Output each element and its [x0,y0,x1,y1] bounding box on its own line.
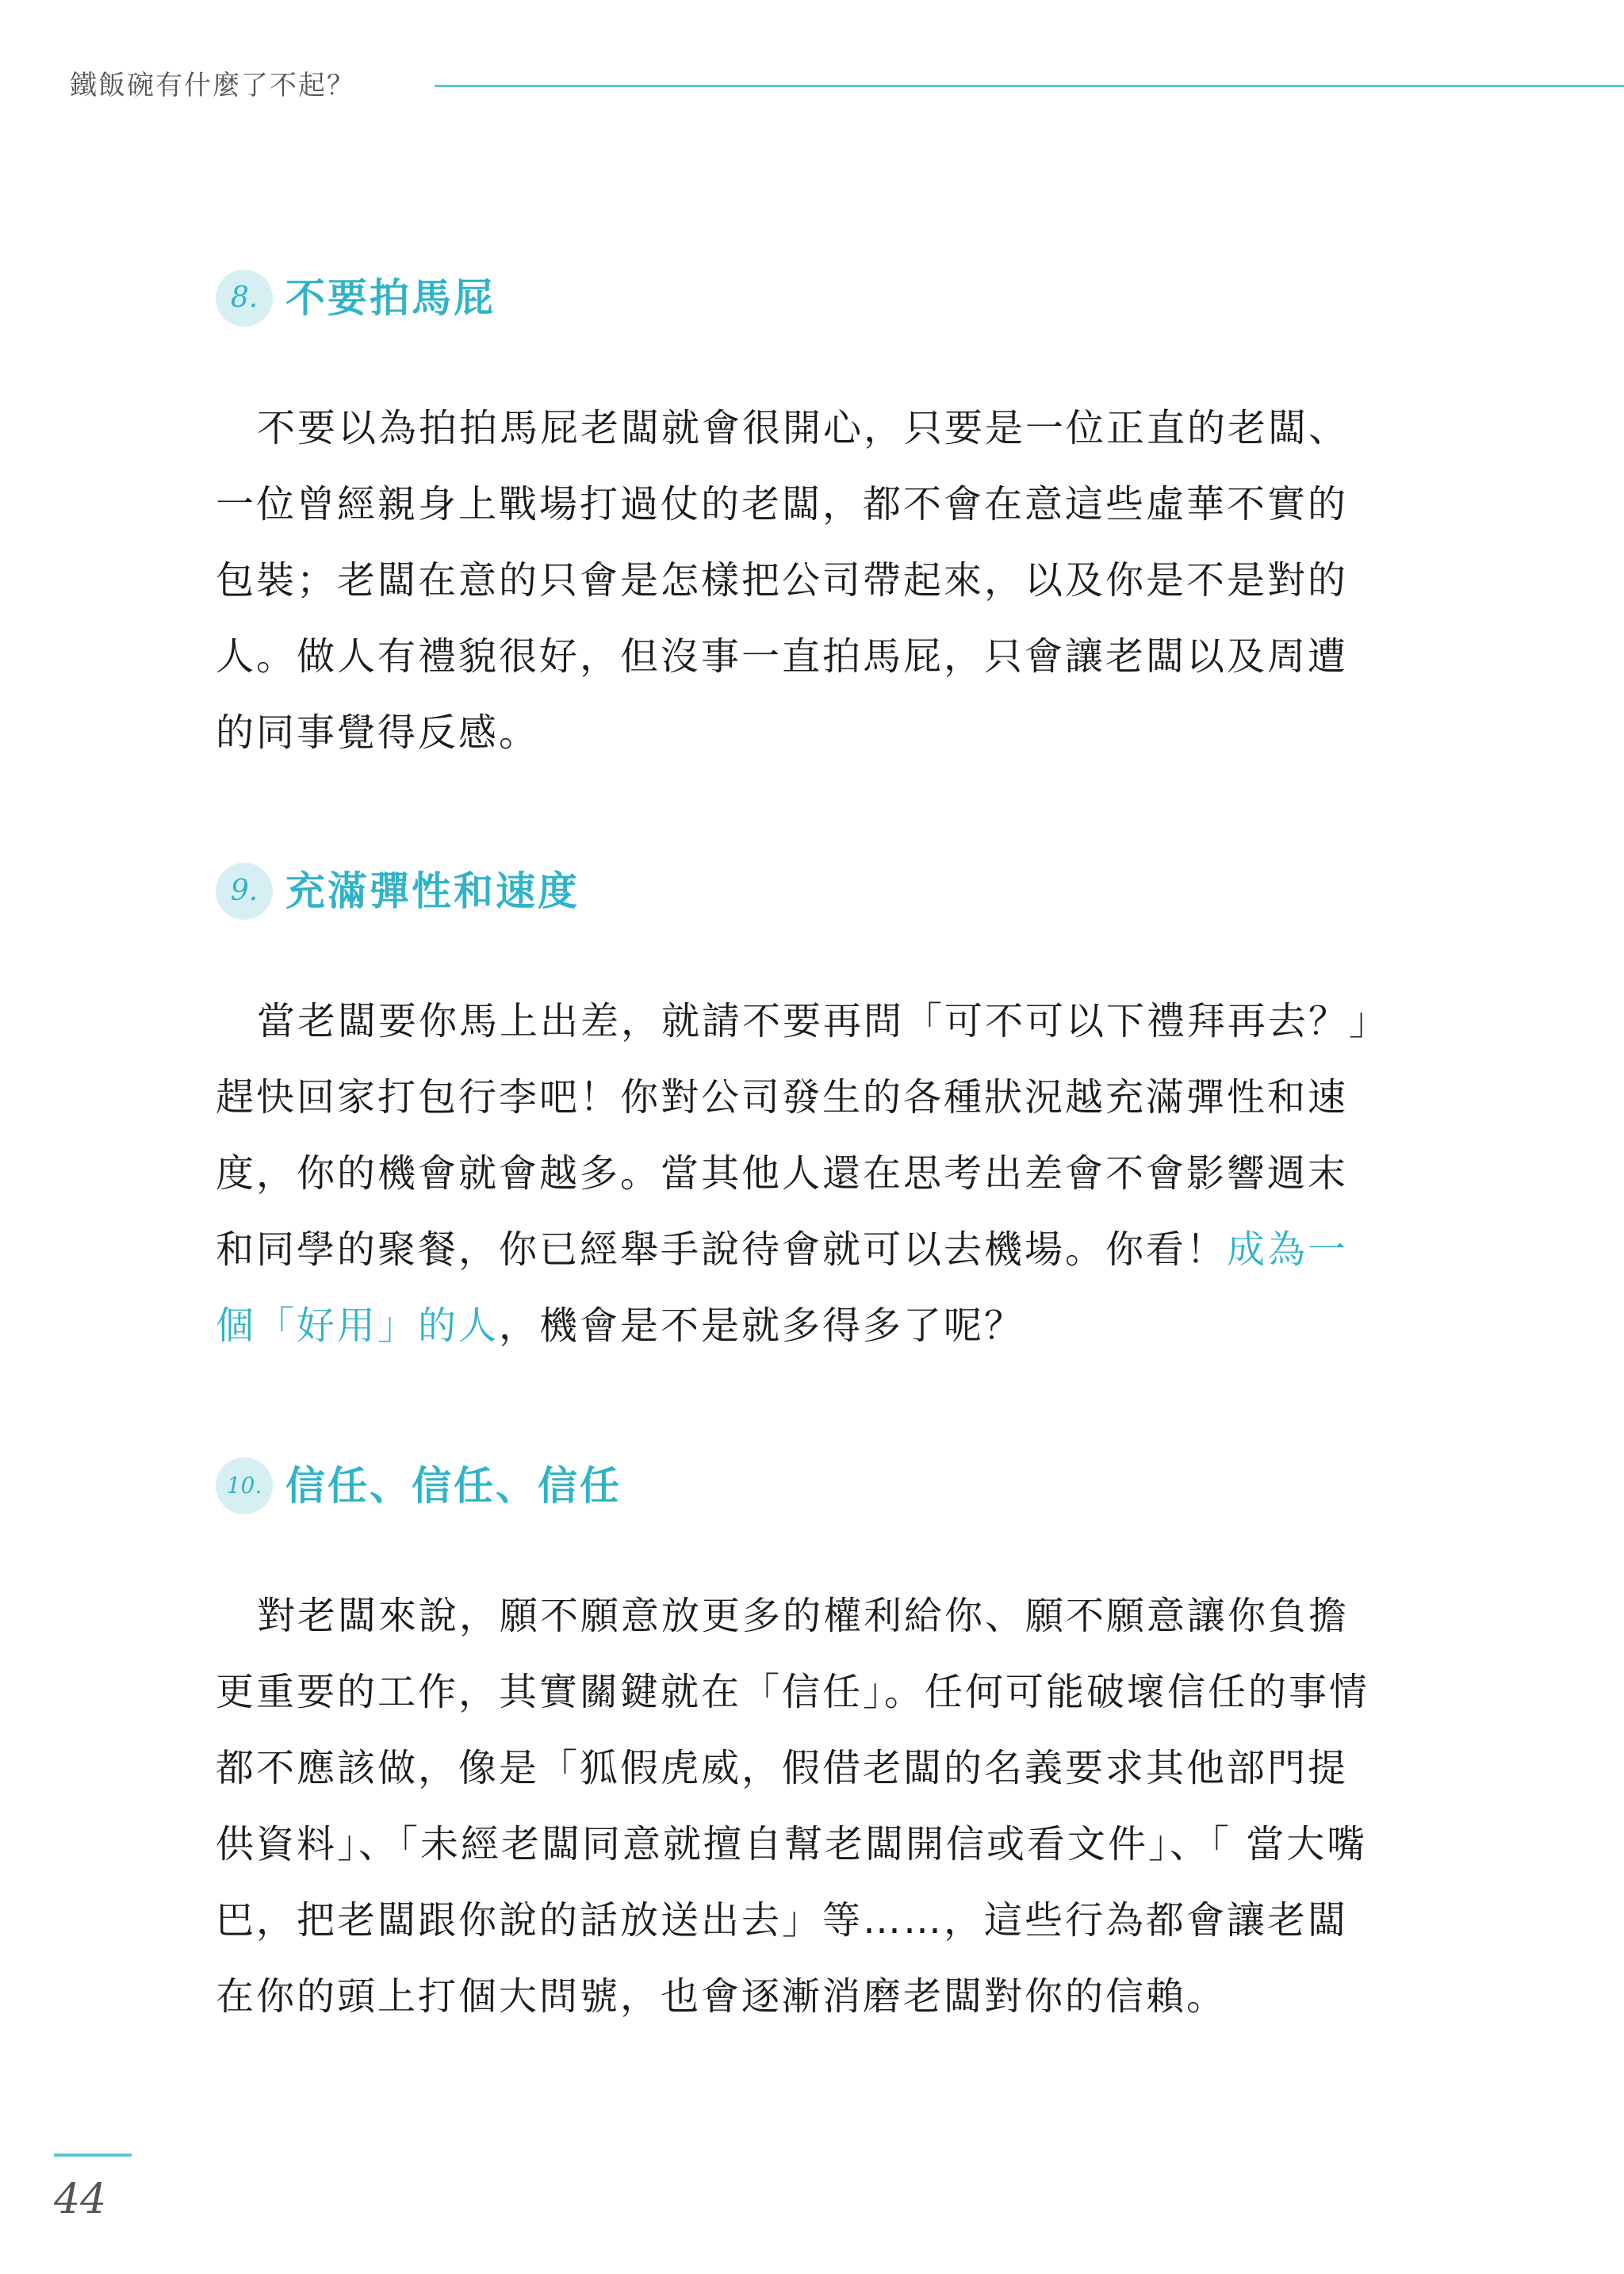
section-8 [216,270,1373,771]
section-heading [216,1457,1373,1521]
section-body: 對老闆來說，願不願意放更多的權利給你、願不願意讓你負擔更重要的工作，其實關鍵就在「信任」。任何可能破壞信任的事情都不應該做，像是「狐假虎威，假借老闆的名義要求其他部門提供資料」、「未經老闆同意就擅自幫老闆開信或看文件」、「 當大嘴巴，把老闆跟你說的話放送出去」等……，這些行為都會讓老闆在你的頭上打個大問號，也會逐漸消磨老闆對你的信賴。 [216,1594,1370,2019]
section-9 [216,863,1373,1364]
section-number-badge: 10. [216,1457,273,1514]
section-title: 不要拍馬屁 [285,275,496,321]
section-heading [216,863,1373,926]
section-title: 信任、信任、信任 [285,1463,622,1509]
section-number-badge: 8. [216,270,273,327]
highlighted-phrase: 成為一個「好用」的人 [216,1227,1349,1348]
running-header [70,65,1624,113]
footer-rule [54,2153,132,2157]
body-text: 當老闆要你馬上出差，就請不要再問「可不可以下禮拜再去？」趕快回家打包行李吧！你對公司發生的各種狀況越充滿彈性和速度，你的機會就會越多。當其他人還在思考出差會不會影響週末和同學的聚餐，你已經舉手說待會就可以去機場。你看！ [216,999,1371,1272]
section-title: 充滿彈性和速度 [285,868,580,914]
section-10 [216,1457,1373,2035]
running-title: 鐵飯碗有什麼了不起？ [70,70,355,101]
body-text: ，機會是不是就多得多了呢？ [499,1304,1025,1348]
section-body: 不要以為拍拍馬屁老闆就會很開心，只要是一位正直的老闆、一位曾經親身上戰場打過仗的老闆，都不會在意這些虛華不實的包裝；老闆在意的只會是怎樣把公司帶起來，以及你是不是對的人。做人有禮貌很好，但沒事一直拍馬屁，只會讓老闆以及周遭的同事覺得反感。 [216,406,1350,755]
header-rule [435,85,1624,87]
section-number-badge: 9. [216,863,273,920]
section-heading [216,270,1373,333]
section-body [216,983,1373,1364]
page-number: 44 [54,2176,107,2223]
